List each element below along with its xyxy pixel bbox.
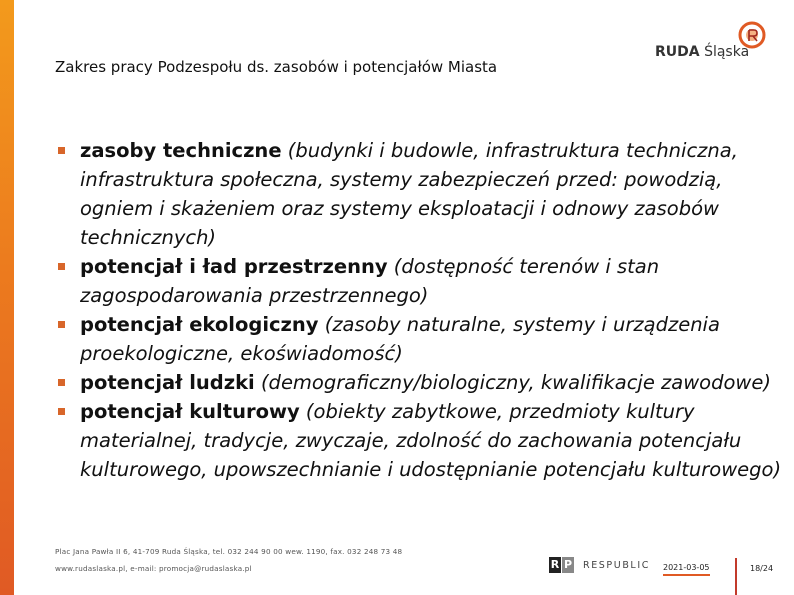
bullet-description: (obiekty zabytkowe, przedmioty kultury materialnej, tradycje, zwyczaje, zdolność do zachowania potencjału kulturowego, upowszechnianie i udostępnianie potencjału kulturowego) [80,400,782,481]
bullet-square-icon [58,147,65,154]
footer-web-contact: www.rudaslaska.pl, e-mail: promocja@rudaslaska.pl [55,564,252,573]
rp-r-icon: R [550,558,560,571]
bullet-square-icon [58,321,65,328]
ruda-slaska-logo [655,20,750,68]
footer-address: Plac Jana Pawła II 6, 41-709 Ruda Śląska, tel. 032 244 90 00 wew. 1190, fax. 032 248 73 48 [55,547,403,556]
bullet-term: potencjał ekologiczny [80,313,319,336]
slide-date: 2021-03-05 [663,563,710,576]
list-item [58,368,788,397]
bullet-term: zasoby techniczne [80,139,282,162]
bullet-term: potencjał ludzki [80,371,255,394]
city-emblem-icon [737,20,767,50]
logo-brand-bold: RUDA [655,44,700,60]
list-item [58,397,788,484]
respublic-wordmark: RESPUBLIC [583,560,650,571]
bullet-term: potencjał i ład przestrzenny [80,255,388,278]
bullet-square-icon [58,379,65,386]
slide-title: Zakres pracy Podzespołu ds. zasobów i potencjałów Miasta [55,58,498,76]
bullet-description: (dostępność terenów i stan zagospodarowania przestrzennego) [80,255,660,307]
bullet-term: potencjał kulturowy [80,400,300,423]
rp-p-icon: P [563,558,573,571]
page-number: 18/24 [750,564,774,573]
logo-brand-light: Śląska [704,44,750,60]
side-accent-bar [0,0,14,595]
bullet-description: (zasoby naturalne, systemy i urządzenia proekologiczne, ekoświadomość) [80,313,720,365]
list-item [58,252,788,310]
list-item [58,136,788,252]
bullet-square-icon [58,263,65,270]
footer-divider [735,558,737,595]
list-item [58,310,788,368]
bullet-square-icon [58,408,65,415]
bullet-description: (demograficzny/biologiczny, kwalifikacje zawodowe) [260,371,771,394]
bullet-list [58,136,788,484]
bullet-description: (budynki i budowle, infrastruktura techniczna, infrastruktura społeczna, systemy zabezpieczeń przed: powodzią, ogniem i skażeniem oraz systemy eksploatacji i odnowy zasobów technicznych) [80,139,738,249]
logo-wordmark [655,44,749,60]
